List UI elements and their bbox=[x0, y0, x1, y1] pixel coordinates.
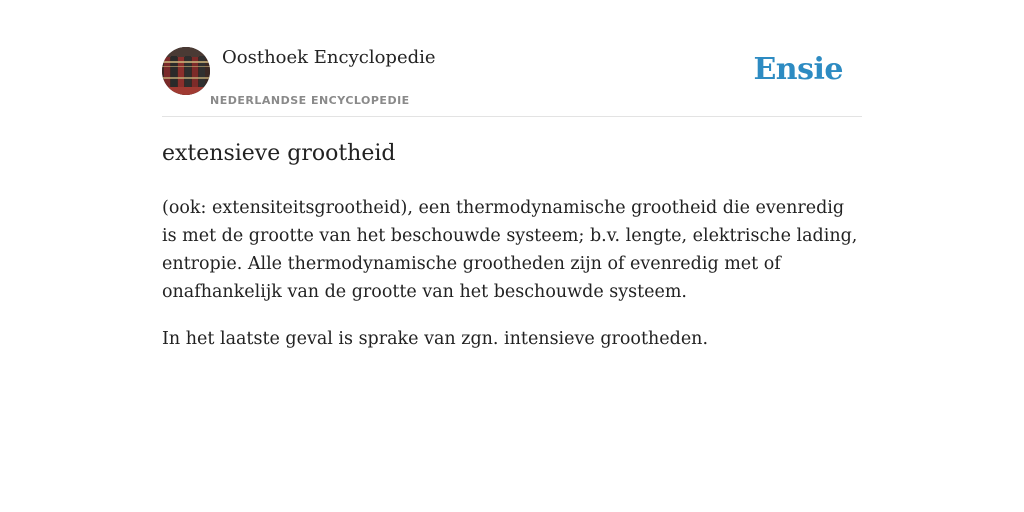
site-title[interactable]: Oosthoek Encyclopedie bbox=[222, 47, 436, 68]
entry-paragraph: In het laatste geval is sprake van zgn. intensieve grootheden. bbox=[162, 329, 709, 349]
entry-content bbox=[162, 138, 862, 372]
entry-paragraph: (ook: extensiteitsgrootheid), een thermodynamische grootheid die evenredig is met de grootte van het beschouwde systeem; b.v. lengte, elektrische lading, entropie. Alle thermodynamische grootheden zijn of evenredig met of onafhankelijk van de grootte van het beschouwde systeem. bbox=[162, 198, 858, 302]
ensie-logo[interactable]: Ensie bbox=[753, 52, 843, 87]
site-subtitle: NEDERLANDSE ENCYCLOPEDIE bbox=[210, 94, 410, 107]
entry-title: extensieve grootheid bbox=[162, 141, 396, 166]
site-header bbox=[162, 47, 862, 117]
encyclopedia-books-icon[interactable] bbox=[162, 47, 210, 95]
